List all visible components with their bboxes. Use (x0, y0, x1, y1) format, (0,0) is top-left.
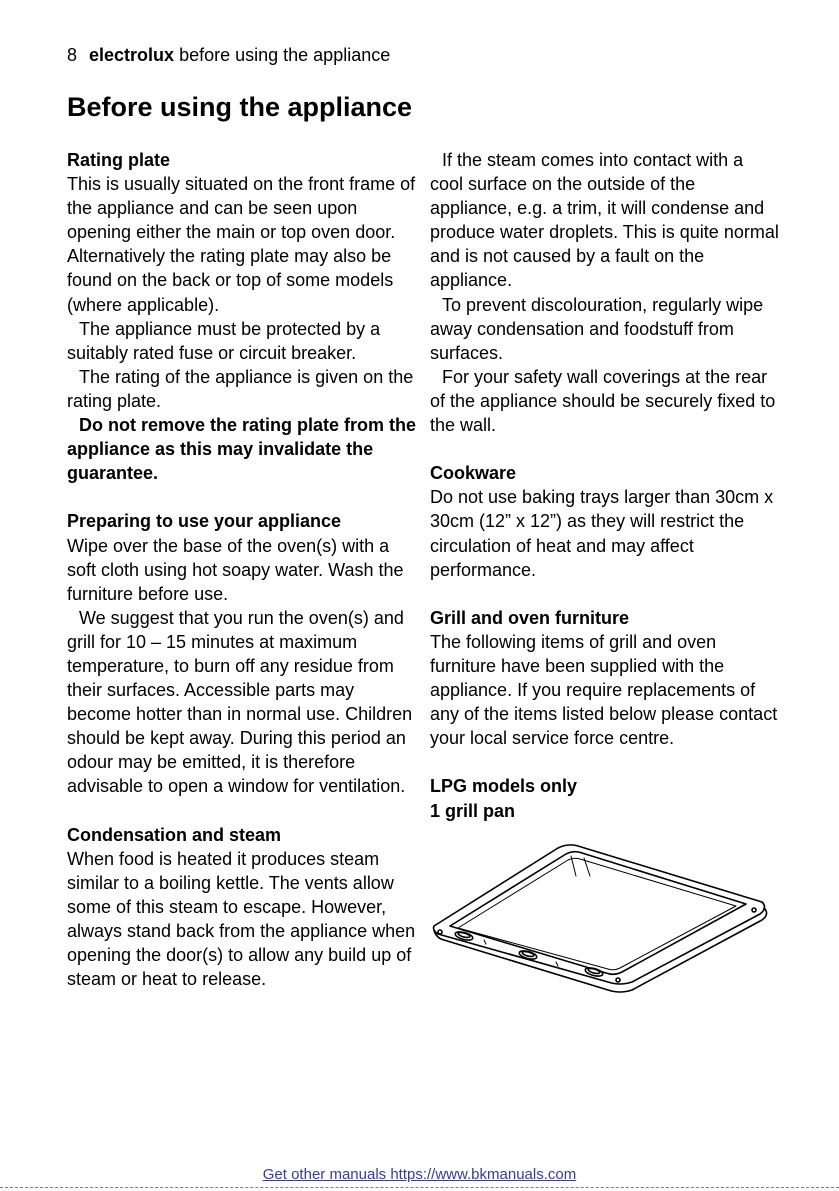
left-column (67, 148, 417, 991)
condensation-paragraph-4: For your safety wall coverings at the rear of the appliance should be securely fixed to the wall. (430, 366, 776, 436)
page-number: 8 (67, 45, 78, 65)
brand-name: electrolux (89, 45, 175, 65)
running-header (67, 44, 390, 66)
rating-plate-paragraph-3: The rating of the appliance is given on the rating plate. (67, 366, 414, 411)
condensation-heading: Condensation and steam (67, 824, 282, 845)
condensation-paragraph-3: To prevent discolouration, regularly wipe away condensation and foodstuff from surfaces. (430, 294, 764, 363)
condensation-paragraph-1: When food is heated it produces steam similar to a boiling kettle. The vents allow some of this steam to escape. However, always stand back from the appliance when opening the door(s) to allow any build up of steam or heat to release. (67, 848, 416, 990)
preparing-paragraph-1: Wipe over the base of the oven(s) with a soft cloth using hot soapy water. Wash the furniture before use. (67, 535, 404, 604)
furniture-paragraph: The following items of grill and oven furniture have been supplied with the appliance. If you require replacements of any of the items listed below please contact your local service force centre. (430, 631, 778, 749)
manuals-link[interactable]: Get other manuals https://www.bkmanuals.com (262, 1166, 577, 1183)
right-column (430, 148, 780, 823)
preparing-heading: Preparing to use your appliance (67, 511, 342, 532)
section-name: before using the appliance (179, 45, 391, 65)
cookware-heading: Cookware (430, 463, 517, 484)
grill-pan-label: 1 grill pan (430, 800, 516, 821)
preparing-paragraph-2: We suggest that you run the oven(s) and grill for 10 – 15 minutes at maximum temperature, to burn off any residue from their surfaces. Accessible parts may become hotter than in normal use. Children should be kept away. During this period an odour may be emitted, it is therefore advisable to open a window for ventilation. (67, 607, 413, 797)
footer (0, 1165, 839, 1185)
rating-plate-warning: Do not remove the rating plate from the appliance as this may invalidate the guarantee. (67, 415, 417, 484)
rating-plate-heading: Rating plate (67, 150, 171, 170)
rating-plate-paragraph-2: The appliance must be protected by a suitably rated fuse or circuit breaker. (67, 318, 381, 363)
bottom-divider (0, 1187, 839, 1188)
condensation-paragraph-2: If the steam comes into contact with a cool surface on the outside of the appliance, e.g. a trim, it will condense and produce water droplets. This is quite normal and is not caused by a fault on the appliance. (430, 150, 779, 291)
lpg-heading: LPG models only (430, 776, 578, 797)
grill-pan-illustration (428, 840, 774, 1000)
rating-plate-paragraph-1: This is usually situated on the front frame of the appliance and can be seen upon opening either the main or top oven door. Alternatively the rating plate may also be found on the back or top of some models (where applicable). (67, 174, 416, 315)
page-title: Before using the appliance (67, 92, 413, 122)
cookware-paragraph: Do not use baking trays larger than 30cm x 30cm (12” x 12”) as they will restrict the circulation of heat and may affect performance. (430, 487, 774, 580)
furniture-heading: Grill and oven furniture (430, 607, 630, 628)
